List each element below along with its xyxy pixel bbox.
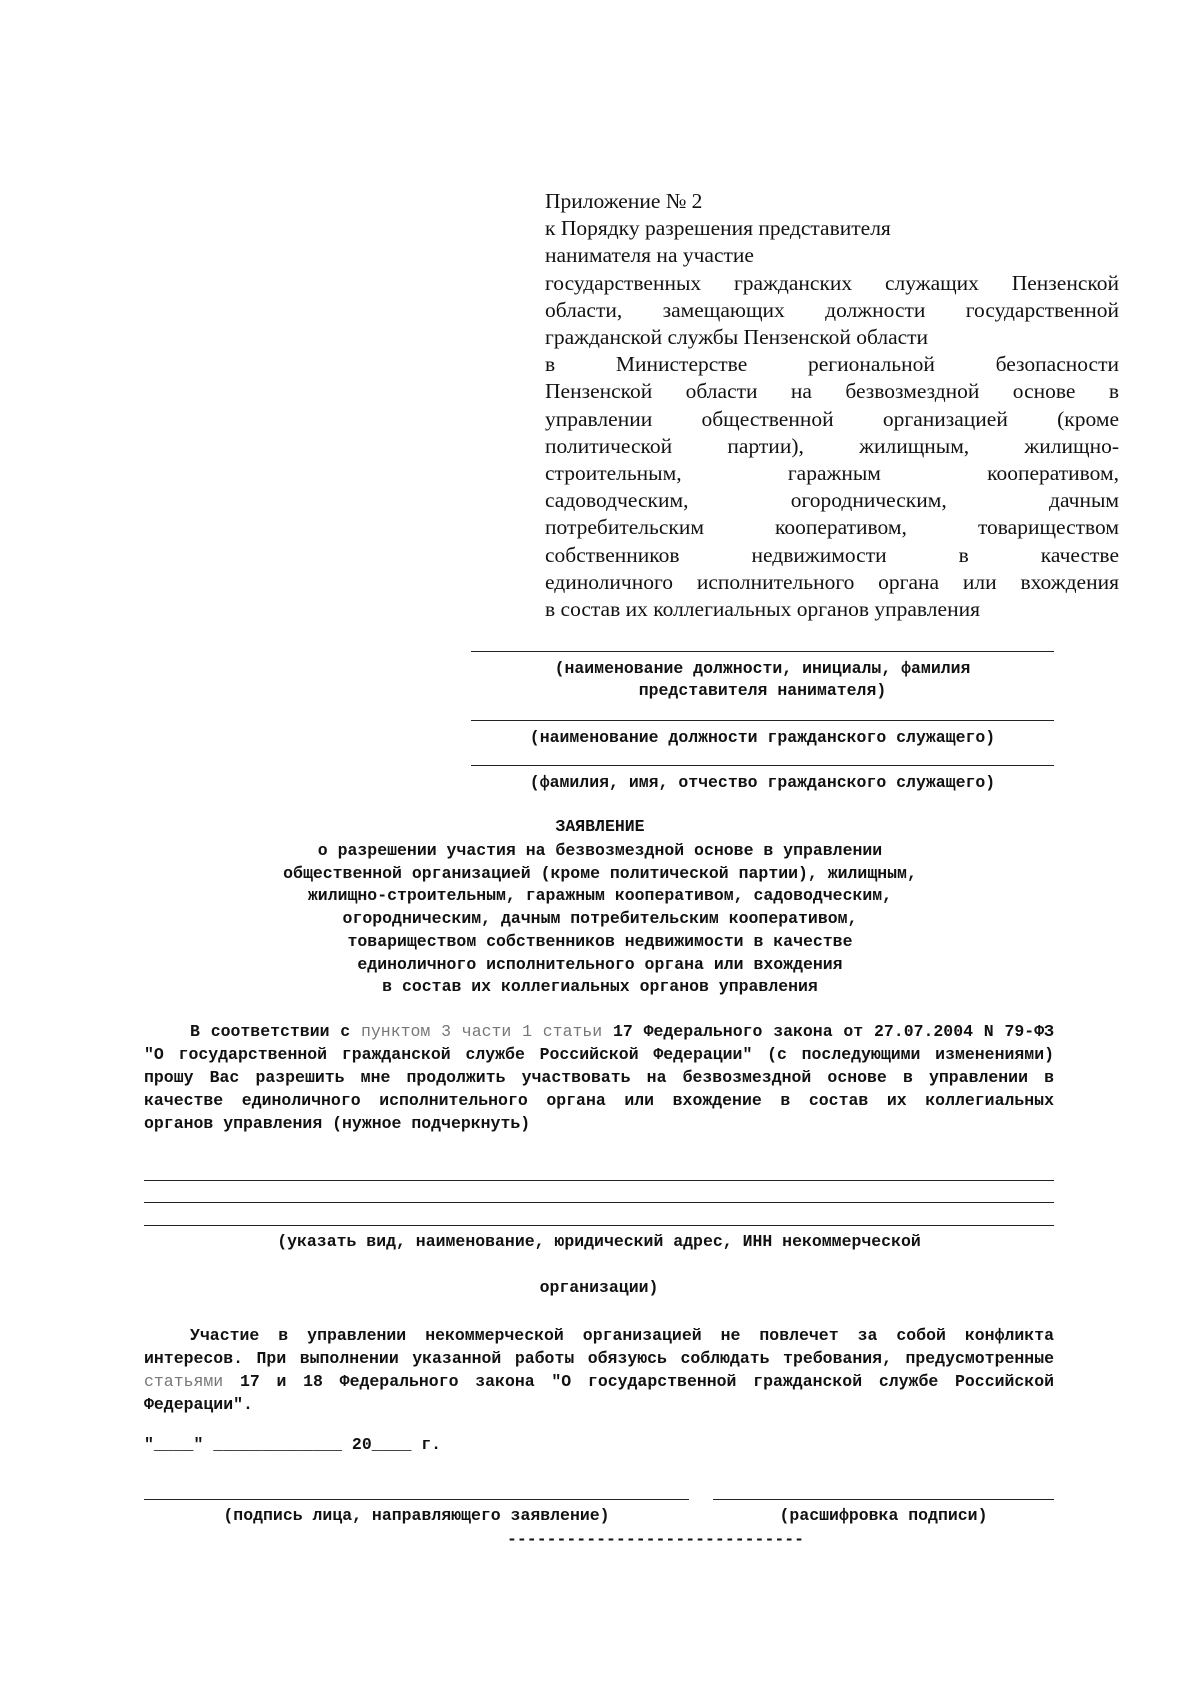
employer-field-line[interactable] — [471, 651, 1054, 652]
appendix-header — [545, 188, 1119, 623]
organization-caption: (указать вид, наименование, юридический адрес, ИНН некоммерческой — [277, 1232, 921, 1251]
employer-caption — [471, 658, 1054, 702]
request-text-start: В соответствии с — [190, 1022, 351, 1041]
subject-line: огородническим, дачным потребительским кооперативом, — [342, 909, 858, 929]
organization-caption-end: организации) — [539, 1278, 659, 1297]
appendix-line: нанимателя на участие — [545, 243, 754, 268]
appendix-line: потребительским кооперативом, товариществом — [545, 515, 1119, 540]
appendix-line: гражданской службы Пензенской области — [545, 325, 929, 350]
appendix-line: области, замещающих должности государственной — [545, 297, 1119, 322]
articles-reference-link[interactable]: статьями — [144, 1371, 224, 1391]
date-field[interactable]: "____" _____________ 20____ г. — [144, 1435, 442, 1454]
appendix-line: Приложение № 2 — [545, 189, 703, 213]
employee-name-field-line[interactable] — [471, 765, 1054, 766]
subject-line: в состав их коллегиальных органов управления — [382, 977, 818, 997]
appendix-line: политической партии), жилищным, жилищно- — [545, 433, 1119, 458]
appendix-line: государственных гражданских служащих Пензенской — [545, 270, 1119, 295]
appendix-line: собственников недвижимости в качестве — [545, 542, 1119, 567]
signature-decoding-line[interactable] — [713, 1499, 1054, 1500]
subject-line: жилищно-строительным, гаражным кооперативом, садоводческим, — [307, 886, 893, 906]
appendix-line: к Порядку разрешения представителя — [545, 216, 891, 241]
appendix-line: в Министерстве региональной безопасности — [545, 352, 1119, 377]
signature-decoding-caption: (расшифровка подписи) — [779, 1506, 988, 1525]
organization-blank-line[interactable] — [144, 1225, 1054, 1226]
subject-line: товариществом собственников недвижимости в качестве — [347, 931, 853, 951]
document-subject — [140, 840, 1060, 999]
conflict-text-end: 17 и 18 Федерального закона "О государственной гражданской службе Российской Федерации". — [144, 1371, 1055, 1414]
conflict-paragraph — [144, 1325, 1054, 1417]
law-reference-link[interactable]: пунктом 3 части 1 статьи — [361, 1022, 603, 1041]
request-text-end: 17 Федерального закона от 27.07.2004 N 79-ФЗ "О государственной гражданской службе Российской Федерации" (с последующими изменениями) прошу Вас разрешить мне продолжить участвовать на безвозмездной основе в управлении в качестве единоличного исполнительного органа или вхождение в состав их коллегиальных органов управления (нужное подчеркнуть) — [144, 1022, 1055, 1133]
end-separator: ------------------------------ — [507, 1530, 805, 1549]
appendix-line: единоличного исполнительного органа или вхождения — [545, 569, 1119, 594]
signature-line[interactable] — [144, 1499, 689, 1500]
employee-position-caption: (наименование должности гражданского служащего) — [529, 728, 996, 747]
employee-name-caption: (фамилия, имя, отчество гражданского служащего) — [529, 773, 996, 792]
appendix-line: в состав их коллегиальных органов управления — [545, 597, 980, 622]
subject-line: общественной организацией (кроме политической партии), жилищным, — [283, 863, 917, 883]
organization-blank-line[interactable] — [144, 1180, 1054, 1181]
employee-position-field-line[interactable] — [471, 720, 1054, 721]
conflict-text-start: Участие в управлении некоммерческой организацией не повлечет за собой конфликта интересов. При выполнении указанной работы обязуюсь соблюдать требования, предусмотренные — [144, 1326, 1054, 1368]
signature-caption: (подпись лица, направляющего заявление) — [223, 1506, 610, 1525]
appendix-line: садоводческим, огородническим, дачным — [545, 488, 1119, 513]
employer-caption-line-2: представителя нанимателя) — [638, 681, 887, 700]
request-paragraph — [144, 1021, 1054, 1136]
appendix-line: строительным, гаражным кооперативом, — [545, 461, 1119, 486]
subject-line: о разрешении участия на безвозмездной основе в управлении — [317, 841, 883, 860]
organization-blank-line[interactable] — [144, 1202, 1054, 1203]
subject-line: единоличного исполнительного органа или вхождения — [357, 954, 843, 974]
appendix-line: управлении общественной организацией (кроме — [545, 406, 1119, 431]
appendix-line: Пензенской области на безвозмездной основе в — [545, 379, 1119, 404]
document-title: ЗАЯВЛЕНИЕ — [555, 817, 645, 836]
employer-caption-line-1: (наименование должности, инициалы, фамилия — [554, 659, 971, 678]
